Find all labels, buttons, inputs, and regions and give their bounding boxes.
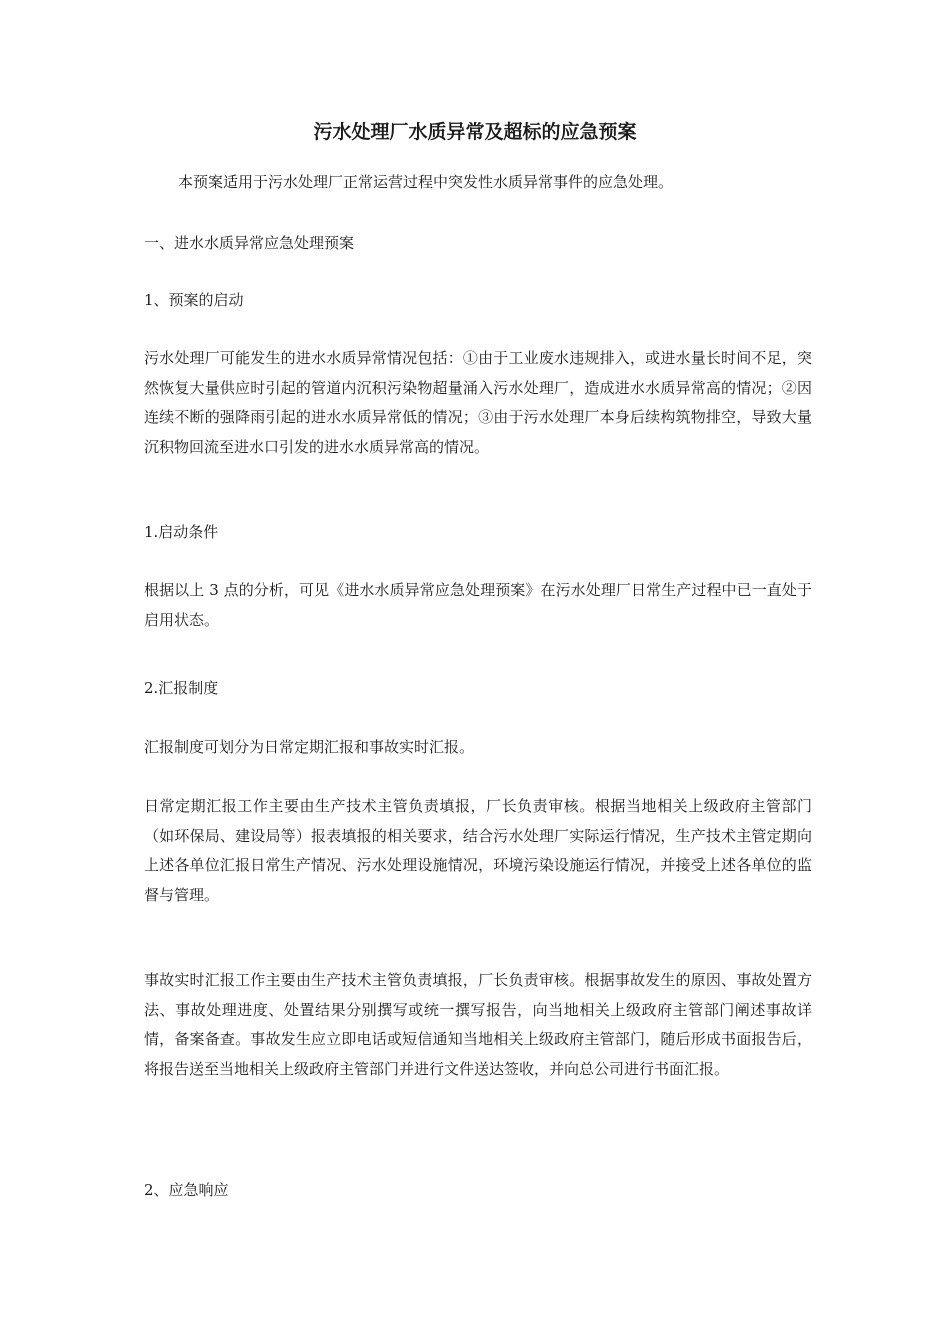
start-condition-paragraph: 根据以上 3 点的分析，可见《进水水质异常应急处理预案》在污水处理厂日常生产过程中已一直处于启用状态。 bbox=[144, 581, 812, 629]
intro-paragraph: 本预案适用于污水处理厂正常运营过程中突发性水质异常事件的应急处理。 bbox=[178, 173, 674, 191]
subsection-heading-1: 1、预案的启动 bbox=[144, 291, 244, 309]
startup-paragraph: 污水处理厂可能发生的进水水质异常情况包括：①由于工业废水违规排入，或进水量长时间不足，突然恢复大量供应时引起的管道内沉积污染物超量涌入污水处理厂，造成进水水质异常高的情况；②因连续不断的强降雨引起的进水水质异常低的情况；③由于污水处理厂本身后续构筑物排空，导致大量沉积物回流至进水口引发的进水水质异常高的情况。 bbox=[144, 349, 812, 456]
start-condition-heading: 1.启动条件 bbox=[144, 523, 219, 541]
section-heading-1: 一、进水水质异常应急处理预案 bbox=[144, 234, 355, 252]
report-paragraph-2: 日常定期汇报工作主要由生产技术主管负责填报，厂长负责审核。根据当地相关上级政府主管部门（如环保局、建设局等）报表填报的相关要求，结合污水处理厂实际运行情况，生产技术主管定期向上述各单位汇报日常生产情况、污水处理设施情况，环境污染设施运行情况，并接受上述各单位的监督与管理。 bbox=[144, 797, 812, 904]
report-heading: 2.汇报制度 bbox=[144, 679, 219, 697]
subsection-heading-2: 2、应急响应 bbox=[144, 1181, 229, 1199]
report-paragraph-1: 汇报制度可划分为日常定期汇报和事故实时汇报。 bbox=[144, 738, 475, 756]
document-title: 污水处理厂水质异常及超标的应急预案 bbox=[313, 121, 637, 143]
report-paragraph-3: 事故实时汇报工作主要由生产技术主管负责填报，厂长负责审核。根据事故发生的原因、事故处置方法、事故处理进度、处置结果分别撰写或统一撰写报告，向当地相关上级政府主管部门阐述事故详情，备案备查。事故发生应立即电话或短信通知当地相关上级政府主管部门，随后形成书面报告后，将报告送至当地相关上级政府主管部门并进行文件送达签收，并向总公司进行书面汇报。 bbox=[144, 971, 812, 1078]
